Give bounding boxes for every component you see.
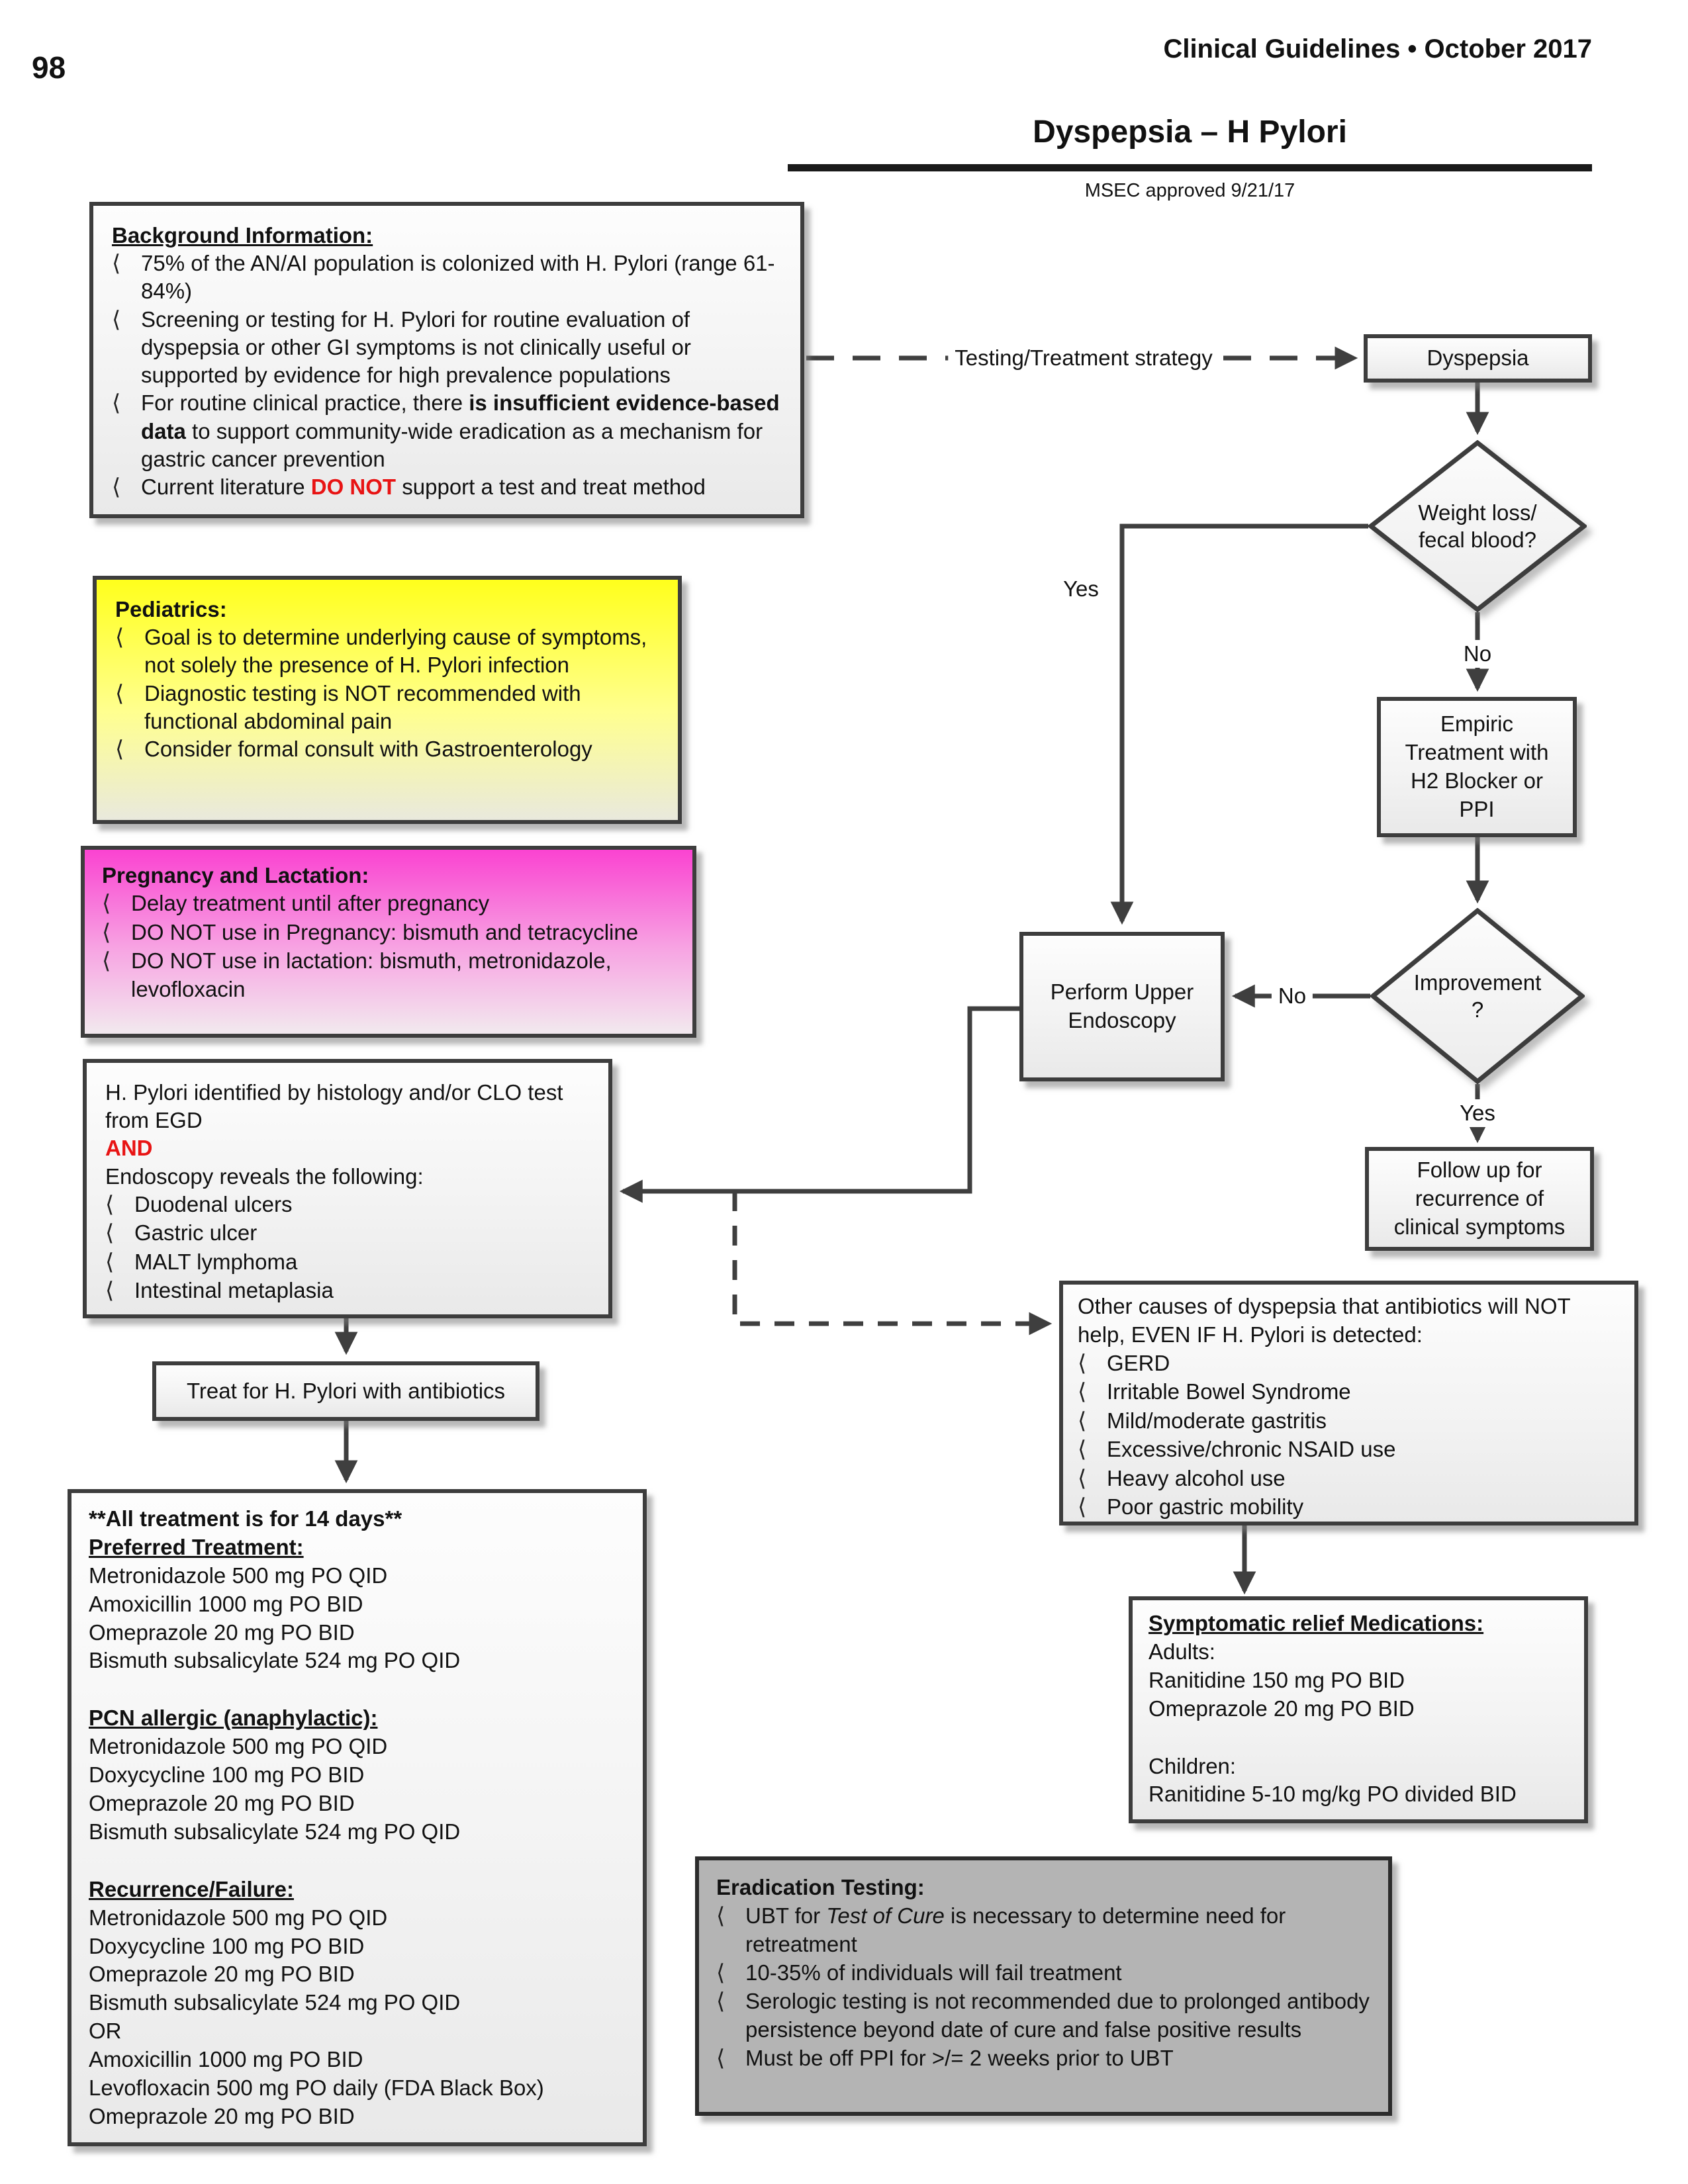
- hpylori-line1: H. Pylori identified by histology and/or CLO test from EGD: [105, 1080, 563, 1133]
- perform-endoscopy-node: [1019, 932, 1225, 1081]
- med-line: Amoxicillin 1000 mg PO BID: [89, 1591, 363, 1616]
- list-item-text: Intestinal metaplasia: [134, 1278, 334, 1303]
- section-heading: Recurrence/Failure:: [89, 1876, 294, 1901]
- angle-bullet-icon: ⟨: [105, 1191, 115, 1217]
- list-item-text: Delay treatment until after pregnancy: [131, 891, 490, 916]
- symptomatic-title: Symptomatic relief Medications:: [1149, 1611, 1484, 1635]
- list-item: [1078, 1349, 1620, 1379]
- list-item: [105, 1219, 590, 1248]
- list-item-text: Heavy alcohol use: [1107, 1465, 1286, 1490]
- pregnancy-title: Pregnancy and Lactation:: [102, 863, 369, 887]
- list-item: [112, 306, 782, 390]
- angle-bullet-icon: ⟨: [112, 251, 121, 277]
- med-line: Omeprazole 20 mg PO BID: [89, 1962, 355, 1987]
- angle-bullet-icon: ⟨: [115, 680, 124, 706]
- list-item: [1078, 1435, 1620, 1465]
- med-line: Omeprazole 20 mg PO BID: [1149, 1696, 1415, 1721]
- title-underline: [788, 164, 1592, 171]
- angle-bullet-icon: ⟨: [716, 1960, 726, 1985]
- list-item: [716, 2044, 1371, 2073]
- other-causes-intro: Other causes of dyspepsia that antibiotics will NOT help, EVEN IF H. Pylori is detected:: [1078, 1294, 1571, 1347]
- med-line: Omeprazole 20 mg PO BID: [89, 1619, 355, 1645]
- empiric-line: H2 Blocker or: [1411, 768, 1543, 793]
- treatment-regimens-box: [68, 1489, 647, 2146]
- med-line: Bismuth subsalicylate 524 mg PO QID: [89, 1819, 461, 1844]
- endoscopy-line: Perform Upper: [1050, 979, 1194, 1005]
- empiric-line: PPI: [1459, 796, 1495, 821]
- angle-bullet-icon: ⟨: [1078, 1379, 1087, 1405]
- section-heading: PCN allergic (anaphylactic):: [89, 1706, 378, 1731]
- list-item-text: Goal is to determine underlying cause of symptoms, not solely the presence of H. Pylori infection: [144, 625, 647, 678]
- med-line: Bismuth subsalicylate 524 mg PO QID: [89, 1648, 461, 1673]
- background-info-title: Background Information:: [112, 223, 373, 248]
- and-label: AND: [105, 1136, 153, 1161]
- angle-bullet-icon: ⟨: [102, 948, 111, 974]
- med-line: Metronidazole 500 mg PO QID: [89, 1905, 388, 1930]
- angle-bullet-icon: ⟨: [1078, 1437, 1087, 1463]
- angle-bullet-icon: ⟨: [1078, 1350, 1087, 1376]
- yes-edge-label: Yes: [1063, 576, 1099, 601]
- list-item-text: GERD: [1107, 1350, 1170, 1375]
- pediatrics-box: [93, 576, 682, 824]
- list-item-text: Gastric ulcer: [134, 1220, 258, 1246]
- endoscopy-line: Endoscopy: [1068, 1008, 1176, 1032]
- dyspepsia-label: Dyspepsia: [1427, 345, 1529, 371]
- improvement-line: ?: [1471, 997, 1484, 1022]
- med-line: Amoxicillin 1000 mg PO BID: [89, 2047, 363, 2072]
- list-item: [115, 735, 659, 764]
- improvement-line: Improvement: [1413, 970, 1542, 995]
- eradication-title: Eradication Testing:: [716, 1875, 925, 1899]
- empiric-line: Treatment with: [1405, 740, 1549, 765]
- angle-bullet-icon: ⟨: [1078, 1494, 1087, 1520]
- angle-bullet-icon: ⟨: [716, 1989, 726, 2015]
- list-item: [102, 947, 675, 1003]
- adults-label: Adults:: [1149, 1639, 1215, 1664]
- follow-up-line: recurrence of: [1415, 1186, 1544, 1211]
- med-line: Levofloxacin 500 mg PO daily (FDA Black Box): [89, 2075, 544, 2101]
- no-edge-label: No: [1457, 640, 1498, 668]
- list-item-text: Duodenal ulcers: [134, 1191, 293, 1216]
- approval-note: MSEC approved 9/21/17: [1084, 180, 1295, 201]
- weight-loss-line: Weight loss/: [1418, 500, 1537, 525]
- children-label: Children:: [1149, 1753, 1237, 1778]
- pediatrics-title: Pediatrics:: [115, 597, 227, 621]
- follow-up-line: clinical symptoms: [1393, 1214, 1566, 1239]
- yes-edge-label: Yes: [1453, 1099, 1502, 1127]
- angle-bullet-icon: ⟨: [716, 2045, 726, 2071]
- list-item-text: DO NOT use in lactation: bismuth, metronidazole, levofloxacin: [131, 948, 612, 1001]
- list-item-text: Poor gastric mobility: [1107, 1494, 1304, 1520]
- symptomatic-relief-box: [1129, 1596, 1588, 1823]
- list-item: [105, 1191, 590, 1220]
- treat-hpylori-node: [152, 1361, 539, 1421]
- list-item-text: Irritable Bowel Syndrome: [1107, 1379, 1351, 1404]
- no-edge-label: No: [1272, 982, 1313, 1010]
- list-item: [105, 1277, 590, 1306]
- list-item-text: Consider formal consult with Gastroenterology: [144, 737, 592, 762]
- list-item: [1078, 1493, 1620, 1522]
- angle-bullet-icon: ⟨: [102, 891, 111, 917]
- med-line: Doxycycline 100 mg PO BID: [89, 1933, 365, 1958]
- list-item: [115, 680, 659, 735]
- weight-loss-line: fecal blood?: [1419, 527, 1536, 552]
- hpylori-line2: Endoscopy reveals the following:: [105, 1163, 424, 1189]
- strategy-edge-label: Testing/Treatment strategy: [948, 344, 1219, 372]
- list-item: [112, 250, 782, 305]
- list-item-text: 75% of the AN/AI population is colonized with H. Pylori (range 61-84%): [141, 251, 775, 304]
- list-item: [716, 1987, 1371, 2044]
- page-number: 98: [32, 50, 66, 85]
- dyspepsia-node: [1364, 334, 1592, 383]
- angle-bullet-icon: ⟨: [105, 1278, 115, 1304]
- angle-bullet-icon: ⟨: [102, 919, 111, 945]
- list-item-text: Diagnostic testing is NOT recommended with functional abdominal pain: [144, 680, 581, 733]
- empiric-treatment-node: [1377, 697, 1577, 837]
- list-item: [102, 919, 675, 948]
- med-line: Metronidazole 500 mg PO QID: [89, 1734, 388, 1759]
- list-item: [716, 1959, 1371, 1988]
- background-info-box: [89, 202, 804, 518]
- med-line: Omeprazole 20 mg PO BID: [89, 1791, 355, 1816]
- angle-bullet-icon: ⟨: [105, 1220, 115, 1246]
- treat-hpylori-label: Treat for H. Pylori with antibiotics: [186, 1378, 506, 1403]
- list-item-text: Excessive/chronic NSAID use: [1107, 1437, 1396, 1462]
- treatment-note: **All treatment is for 14 days**: [89, 1506, 402, 1531]
- masthead: Clinical Guidelines • October 2017: [1163, 34, 1592, 64]
- list-item: [112, 473, 782, 502]
- eradication-testing-box: [695, 1856, 1392, 2116]
- angle-bullet-icon: ⟨: [112, 390, 121, 416]
- med-line: OR: [89, 2019, 122, 2044]
- angle-bullet-icon: ⟨: [716, 1903, 726, 1929]
- list-item: [1078, 1378, 1620, 1407]
- angle-bullet-icon: ⟨: [115, 625, 124, 651]
- med-line: Omeprazole 20 mg PO BID: [89, 2103, 355, 2128]
- list-item-text: For routine clinical practice, there is insufficient evidence-based data to support community-wide eradication as a mechanism for gastric cancer prevention: [141, 390, 780, 471]
- angle-bullet-icon: ⟨: [105, 1249, 115, 1275]
- med-line: Ranitidine 150 mg PO BID: [1149, 1667, 1405, 1692]
- med-line: Ranitidine 5-10 mg/kg PO divided BID: [1149, 1782, 1517, 1807]
- hpylori-identified-box: [83, 1059, 612, 1318]
- list-item: [115, 623, 659, 679]
- weight-loss-decision: [1368, 440, 1587, 612]
- other-causes-box: [1059, 1281, 1638, 1525]
- angle-bullet-icon: ⟨: [112, 306, 121, 332]
- angle-bullet-icon: ⟨: [115, 737, 124, 762]
- angle-bullet-icon: ⟨: [1078, 1465, 1087, 1491]
- list-item: [1078, 1465, 1620, 1494]
- list-item: [1078, 1407, 1620, 1436]
- list-item: [105, 1248, 590, 1277]
- list-item-text: DO NOT use in Pregnancy: bismuth and tetracycline: [131, 919, 639, 944]
- list-item-text: Mild/moderate gastritis: [1107, 1408, 1327, 1433]
- pregnancy-lactation-box: [81, 846, 696, 1038]
- angle-bullet-icon: ⟨: [1078, 1408, 1087, 1433]
- angle-bullet-icon: ⟨: [112, 475, 121, 500]
- list-item-text: 10-35% of individuals will fail treatment: [745, 1960, 1122, 1985]
- list-item-text: MALT lymphoma: [134, 1249, 298, 1274]
- page-title: Dyspepsia – H Pylori: [1033, 114, 1347, 150]
- med-line: Doxycycline 100 mg PO BID: [89, 1762, 365, 1788]
- med-line: Bismuth subsalicylate 524 mg PO QID: [89, 1990, 461, 2015]
- list-item-text: Serologic testing is not recommended due to prolonged antibody persistence beyond date of cure and false positive results: [745, 1989, 1370, 2042]
- list-item: [112, 389, 782, 473]
- list-item: [102, 889, 675, 919]
- improvement-decision: [1370, 908, 1585, 1084]
- list-item-text: Must be off PPI for >/= 2 weeks prior to UBT: [745, 2045, 1174, 2070]
- empiric-line: Empiric: [1440, 711, 1513, 737]
- list-item: [716, 1902, 1371, 1959]
- med-line: Metronidazole 500 mg PO QID: [89, 1563, 388, 1588]
- list-item-text: UBT for Test of Cure is necessary to determine need for retreatment: [745, 1903, 1286, 1956]
- edge-weight-yes-elbow: [1122, 526, 1368, 921]
- follow-up-node: [1365, 1147, 1594, 1251]
- follow-up-line: Follow up for: [1417, 1158, 1542, 1183]
- list-item-text: Screening or testing for H. Pylori for routine evaluation of dyspepsia or other GI symptoms is not clinically useful or supported by evidence for high prevalence populations: [141, 306, 691, 388]
- section-heading: Preferred Treatment:: [89, 1534, 304, 1559]
- edge-dashed-to-other-causes: [735, 1191, 1049, 1324]
- list-item-text: Current literature DO NOT support a test and treat method: [141, 475, 706, 500]
